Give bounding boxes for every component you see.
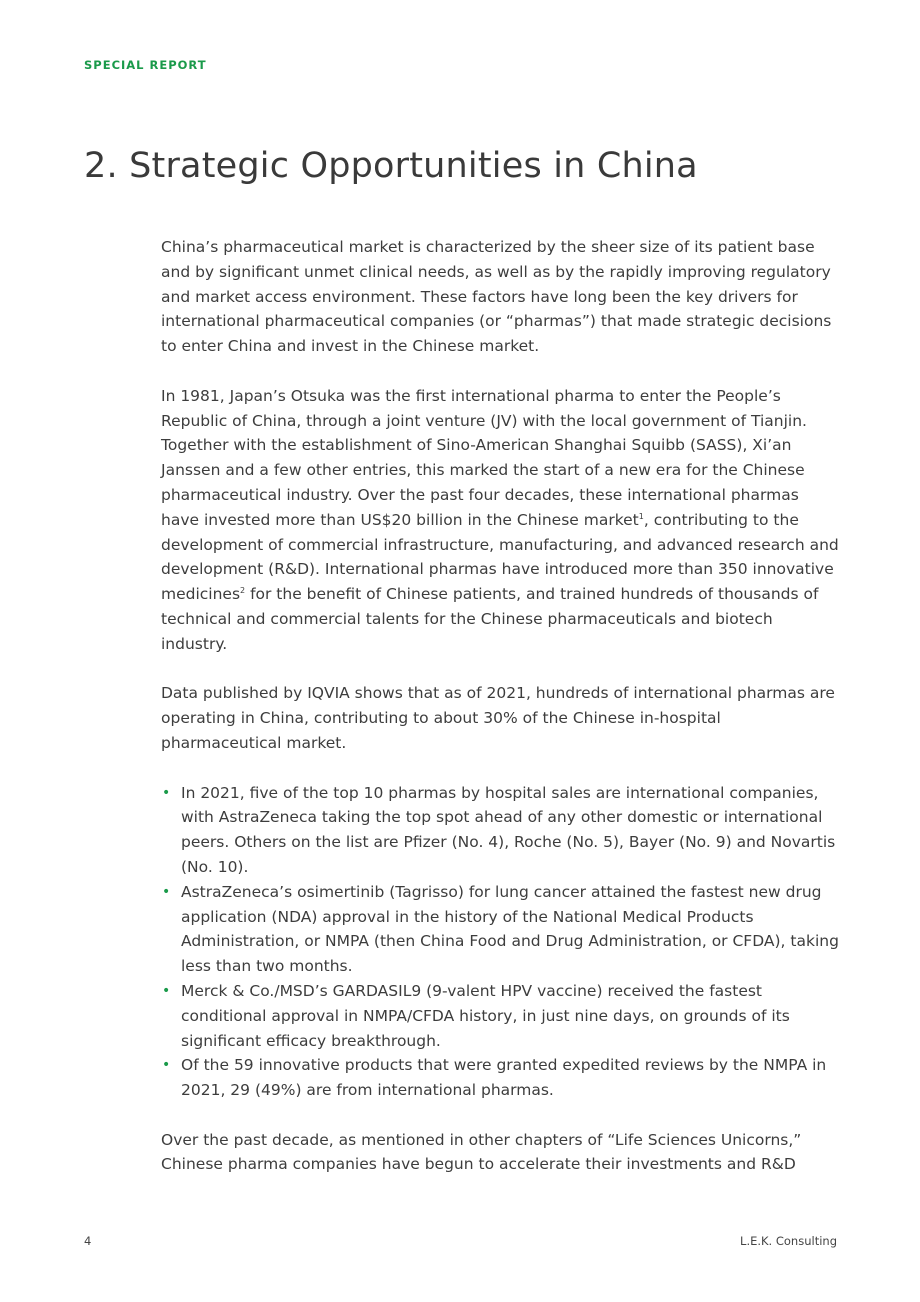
section-kicker: SPECIAL REPORT <box>84 58 207 72</box>
paragraph-decade: Over the past decade, as mentioned in other chapters of “Life Sciences Unicorns,” Chinese pharma companies have begun to accelerate their investments and R&D <box>161 1130 802 1174</box>
footer-brand: L.E.K. Consulting <box>740 1234 837 1248</box>
bullet-icon: • <box>162 784 171 801</box>
bullet-icon: • <box>162 982 171 999</box>
list-item <box>161 781 841 880</box>
bullet-icon: • <box>162 883 171 900</box>
list-item-text: Of the 59 innovative products that were granted expedited reviews by the NMPA in 2021, 29 (49%) are from international pharmas. <box>181 1056 827 1100</box>
page-number: 4 <box>84 1234 92 1248</box>
footnote-ref-2[interactable]: 2 <box>240 586 246 596</box>
body-text <box>161 235 841 1202</box>
list-item <box>161 880 841 979</box>
bullet-list <box>161 781 841 1103</box>
list-item-text: In 2021, five of the top 10 pharmas by hospital sales are international companies, with AstraZeneca taking the top spot ahead of any other domestic or international peers. Others on the list are Pfizer (No. 4), Roche (No. 5), Bayer (No. 9) and Novartis (No. 10). <box>181 783 836 876</box>
page-title: 2. Strategic Opportunities in China <box>84 146 698 186</box>
paragraph-history-part2: , contributing to the development of commercial infrastructure, manufacturing, and advanced research and development (R&D). International pharmas have introduced more than 350 innovative medicines <box>161 510 839 604</box>
list-item <box>161 979 841 1053</box>
list-item-text: Merck & Co./MSD’s GARDASIL9 (9-valent HPV vaccine) received the fastest conditional approval in NMPA/CFDA history, in just nine days, on grounds of its significant efficacy breakthrough. <box>181 981 790 1050</box>
list-item <box>161 1053 841 1103</box>
paragraph-intro: China’s pharmaceutical market is characterized by the sheer size of its patient base and by significant unmet clinical needs, as well as by the rapidly improving regulatory and market access environment. These factors have long been the key drivers for international pharmaceutical companies (or “pharmas”) that made strategic decisions to enter China and invest in the Chinese market. <box>161 238 832 356</box>
paragraph-iqvia: Data published by IQVIA shows that as of 2021, hundreds of international pharmas are operating in China, contributing to about 30% of the Chinese in-hospital pharmaceutical market. <box>161 684 835 752</box>
paragraph-history-part1: In 1981, Japan’s Otsuka was the first international pharma to enter the People’s Republic of China, through a joint venture (JV) with the local government of Tianjin. Together with the establishment of Sino-American Shanghai Squibb (SASS), Xi’an Janssen and a few other entries, this marked the start of a new era for the Chinese pharmaceutical industry. Over the past four decades, these international pharmas have invested more than US$20 billion in the Chinese market <box>161 386 807 529</box>
list-item-text: AstraZeneca’s osimertinib (Tagrisso) for lung cancer attained the fastest new drug application (NDA) approval in the history of the National Medical Products Administration, or NMPA (then China Food and Drug Administration, or CFDA), taking less than two months. <box>181 882 839 976</box>
bullet-icon: • <box>162 1057 171 1074</box>
paragraph-history-part3: for the benefit of Chinese patients, and trained hundreds of thousands of technical and commercial talents for the Chinese pharmaceuticals and biotech industry. <box>161 585 819 653</box>
footnote-ref-1[interactable]: 1 <box>638 511 644 521</box>
paragraph-history <box>161 384 841 657</box>
